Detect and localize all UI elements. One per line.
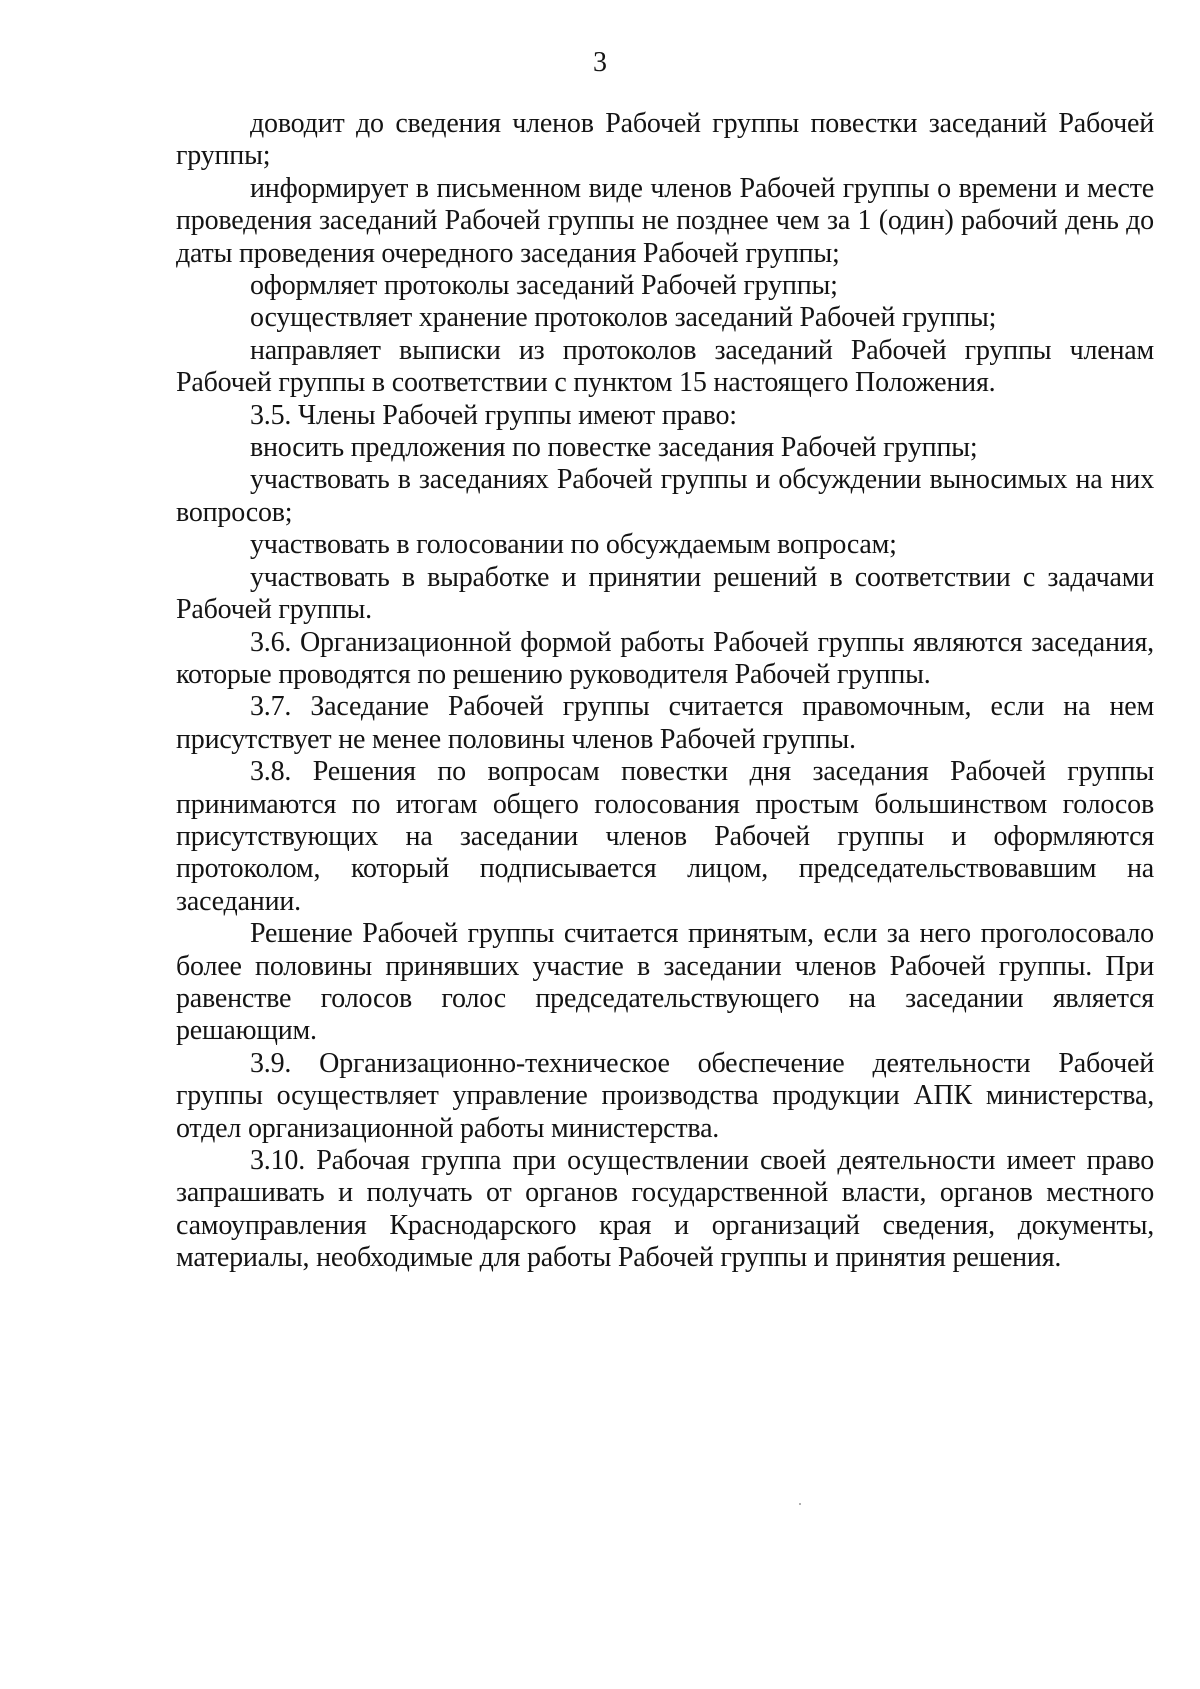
paragraph-13: 3.8. Решения по вопросам повестки дня заседания Рабочей группы принимаются по итогам общего голосования простым большинством голосов присутствующих на заседании членов Рабочей группы и оформляются протоколом, который подписывается лицом, председательствовавшим на заседании. — [176, 756, 1154, 917]
paragraph-12: 3.7. Заседание Рабочей группы считается правомочным, если на нем присутствует не менее половины членов Рабочей группы. — [176, 691, 1154, 755]
paragraph-7: вносить предложения по повестке заседания Рабочей группы; — [250, 432, 978, 464]
paragraph-6: 3.5. Члены Рабочей группы имеют право: — [250, 399, 737, 431]
paragraph-1: доводит до сведения членов Рабочей группы повестки заседаний Рабочей группы; — [176, 108, 1154, 172]
paragraph-14: Решение Рабочей группы считается принятым, если за него проголосовало более половины принявших участие в заседании членов Рабочей группы. При равенстве голосов голос председательствующего на заседании является решающим. — [176, 918, 1154, 1047]
document-body — [176, 108, 1154, 1275]
paragraph-4: осуществляет хранение протоколов заседаний Рабочей группы; — [250, 302, 997, 334]
paragraph-11: 3.6. Организационной формой работы Рабочей группы являются заседания, которые проводятся по решению руководителя Рабочей группы. — [176, 626, 1154, 690]
page-number: 3 — [593, 47, 607, 78]
paragraph-16: 3.10. Рабочая группа при осуществлении своей деятельности имеет право запрашивать и получать от органов государственной власти, органов местного самоуправления Краснодарского края и организаций сведения, документы, материалы, необходимые для работы Рабочей группы и принятия решения. — [176, 1145, 1154, 1274]
paragraph-5: направляет выписки из протоколов заседаний Рабочей группы членам Рабочей группы в соответствии с пунктом 15 настоящего Положения. — [176, 334, 1154, 399]
paragraph-3: оформляет протоколы заседаний Рабочей группы; — [250, 270, 838, 302]
paragraph-15: 3.9. Организационно-техническое обеспечение деятельности Рабочей группы осуществляет управление производства продукции АПК министерства, отдел организационной работы министерства. — [176, 1047, 1154, 1144]
paragraph-8: участвовать в заседаниях Рабочей группы и обсуждении выносимых на них вопросов; — [176, 464, 1154, 528]
scan-speck — [799, 1503, 801, 1505]
paragraph-10: участвовать в выработке и принятии решений в соответствии с задачами Рабочей группы. — [176, 561, 1154, 626]
paragraph-2: информирует в письменном виде членов Рабочей группы о времени и месте проведения заседаний Рабочей группы не позднее чем за 1 (один) рабочий день до даты проведения очередного заседания Рабочей группы; — [176, 172, 1154, 269]
paragraph-9: участвовать в голосовании по обсуждаемым вопросам; — [250, 529, 897, 561]
